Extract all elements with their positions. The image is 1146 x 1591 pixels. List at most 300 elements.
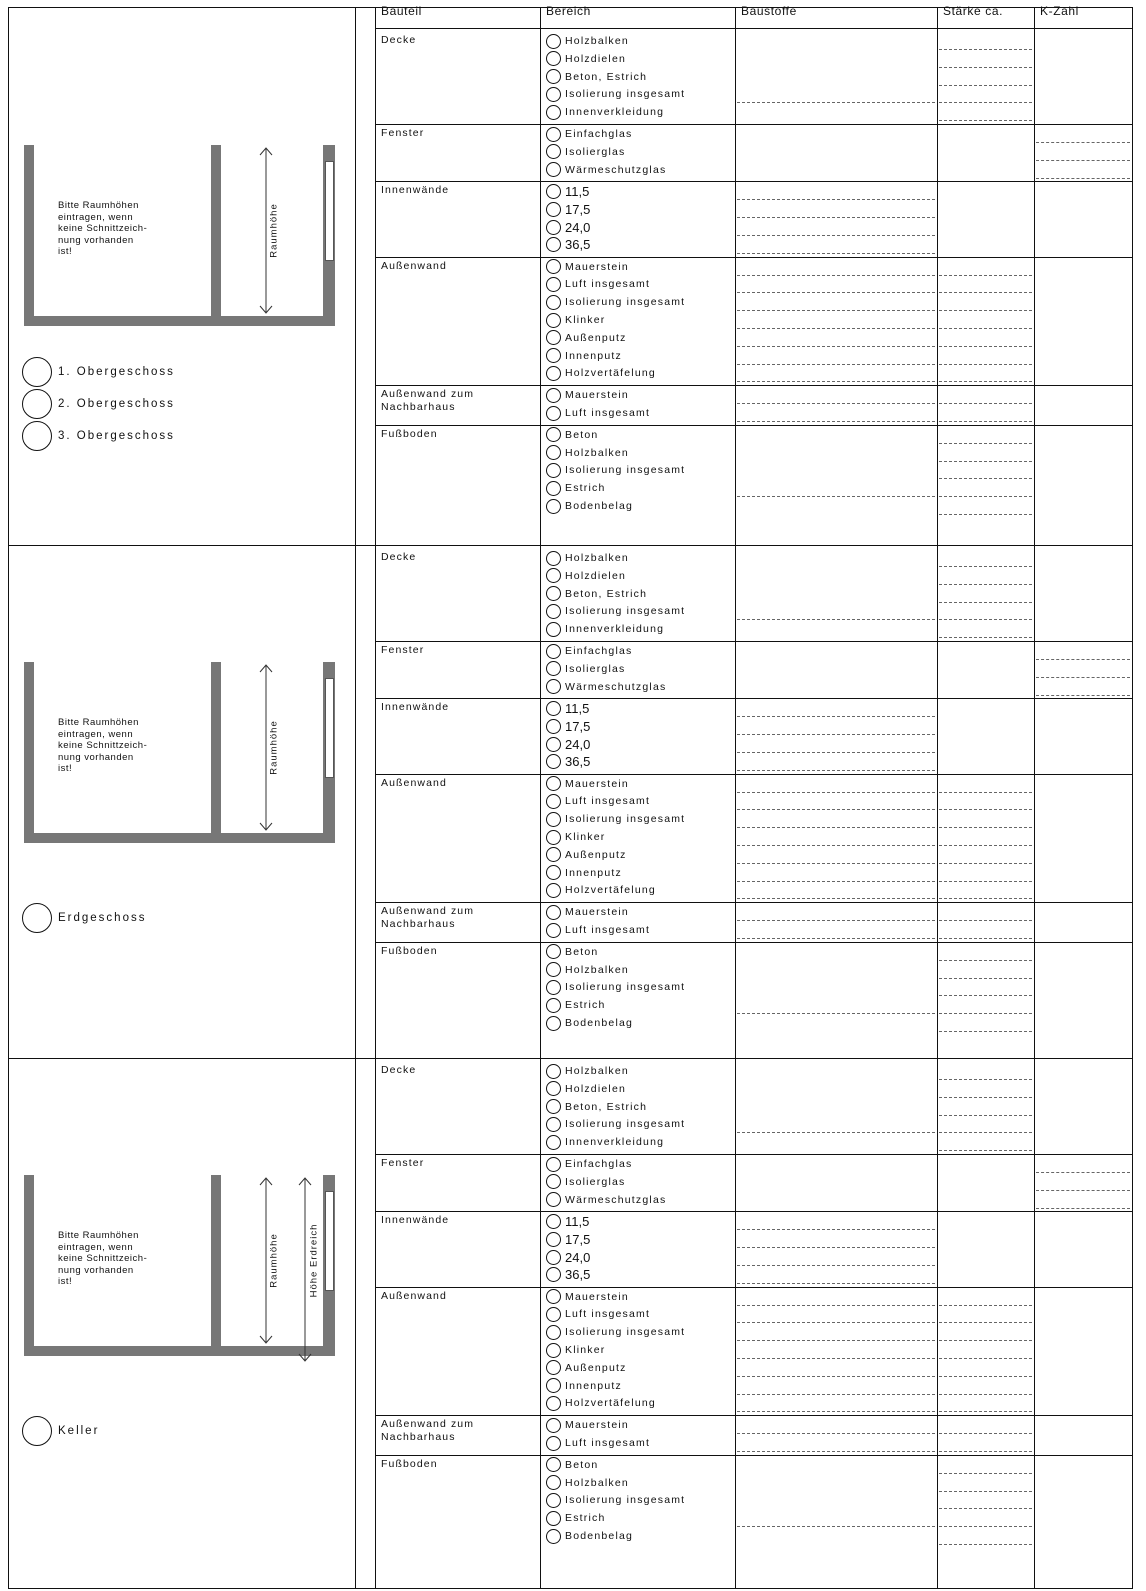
radio-circle-icon[interactable] <box>546 905 561 920</box>
radio-circle-icon[interactable] <box>546 1475 561 1490</box>
radio-circle-icon[interactable] <box>546 737 561 752</box>
radio-circle-icon[interactable] <box>546 644 561 659</box>
option-label: Einfachglas <box>565 128 633 140</box>
staerke-input-line[interactable] <box>939 85 1032 86</box>
staerke-input-line[interactable] <box>939 584 1032 585</box>
radio-circle-icon[interactable] <box>546 481 561 496</box>
option-row[interactable] <box>546 1266 590 1284</box>
option-row[interactable] <box>546 386 629 404</box>
staerke-input-line[interactable] <box>939 381 1032 382</box>
radio-circle-icon[interactable] <box>546 202 561 217</box>
option-label: 11,5 <box>565 700 590 716</box>
radio-circle-icon[interactable] <box>546 586 561 601</box>
radio-circle-icon[interactable] <box>546 105 561 120</box>
floor-radio-icon[interactable] <box>22 1416 52 1446</box>
radio-circle-icon[interactable] <box>546 87 561 102</box>
option-label: Innenverkleidung <box>565 106 665 119</box>
option-row[interactable] <box>546 1191 666 1209</box>
kzahl-input-line[interactable] <box>1036 1190 1130 1191</box>
radio-circle-icon[interactable] <box>546 1064 561 1079</box>
radio-circle-icon[interactable] <box>546 1457 561 1472</box>
staerke-input-line[interactable] <box>939 1473 1032 1474</box>
radio-circle-icon[interactable] <box>546 812 561 827</box>
radio-circle-icon[interactable] <box>546 184 561 199</box>
option-row[interactable] <box>546 620 664 638</box>
staerke-input-line[interactable] <box>939 920 1032 921</box>
staerke-input-line[interactable] <box>939 938 1032 939</box>
staerke-input-line[interactable] <box>939 1358 1032 1359</box>
option-row[interactable] <box>546 549 629 567</box>
radio-circle-icon[interactable] <box>546 237 561 252</box>
kzahl-input-line[interactable] <box>1036 1172 1130 1173</box>
component-separator <box>375 181 1132 182</box>
option-row[interactable] <box>546 103 664 121</box>
baustoffe-input-line[interactable] <box>737 881 935 882</box>
radio-circle-icon[interactable] <box>546 69 561 84</box>
option-row[interactable] <box>546 717 590 735</box>
floor-radio-icon[interactable] <box>22 357 52 387</box>
staerke-input-line[interactable] <box>939 346 1032 347</box>
radio-circle-icon[interactable] <box>546 34 561 49</box>
baustoffe-input-line[interactable] <box>737 1394 935 1395</box>
baustoffe-input-line[interactable] <box>737 496 935 497</box>
note-text: keine Schnittzeich- <box>58 1253 148 1264</box>
radio-circle-icon[interactable] <box>546 144 561 159</box>
option-row[interactable] <box>546 1212 589 1230</box>
baustoffe-input-line[interactable] <box>737 1526 935 1527</box>
baustoffe-input-line[interactable] <box>737 1358 935 1359</box>
floor-option[interactable] <box>22 901 146 934</box>
option-row[interactable] <box>546 642 632 660</box>
option-row[interactable] <box>546 479 606 497</box>
hoehe-erdreich-label: Höhe Erdreich <box>308 1223 320 1298</box>
radio-circle-icon[interactable] <box>546 1016 561 1031</box>
staerke-input-line[interactable] <box>939 1376 1032 1377</box>
staerke-input-line[interactable] <box>939 443 1032 444</box>
option-row[interactable] <box>546 961 629 979</box>
baustoffe-input-line[interactable] <box>737 275 935 276</box>
kzahl-input-line[interactable] <box>1036 160 1130 161</box>
baustoffe-input-line[interactable] <box>737 1322 935 1323</box>
option-row[interactable] <box>546 921 650 939</box>
floor-option[interactable] <box>22 419 175 452</box>
staerke-input-line[interactable] <box>939 1411 1032 1412</box>
option-row[interactable] <box>546 585 647 603</box>
option-label: Luft insgesamt <box>565 1308 651 1321</box>
radio-circle-icon[interactable] <box>546 295 561 310</box>
floor-option[interactable] <box>22 355 175 388</box>
baustoffe-input-line[interactable] <box>737 292 935 293</box>
option-row[interactable] <box>546 275 650 293</box>
baustoffe-input-line[interactable] <box>737 253 935 254</box>
radio-circle-icon[interactable] <box>546 1396 561 1411</box>
radio-circle-icon[interactable] <box>546 277 561 292</box>
staerke-input-line[interactable] <box>939 845 1032 846</box>
radio-circle-icon[interactable] <box>546 51 561 66</box>
staerke-input-line[interactable] <box>939 1394 1032 1395</box>
radio-circle-icon[interactable] <box>546 1418 561 1433</box>
option-row[interactable] <box>546 678 666 696</box>
option-row[interactable] <box>546 1527 633 1545</box>
baustoffe-input-line[interactable] <box>737 102 935 103</box>
option-label: Holzbalken <box>565 446 629 459</box>
option-row[interactable] <box>546 660 625 678</box>
baustoffe-input-line[interactable] <box>737 827 935 828</box>
staerke-input-line[interactable] <box>939 792 1032 793</box>
option-row[interactable] <box>546 1456 598 1474</box>
radio-circle-icon[interactable] <box>546 1360 561 1375</box>
radio-circle-icon[interactable] <box>546 1325 561 1340</box>
radio-circle-icon[interactable] <box>546 1157 561 1172</box>
option-label: Mauerstein <box>565 906 629 919</box>
option-row[interactable] <box>546 1133 664 1151</box>
radio-circle-icon[interactable] <box>546 679 561 694</box>
staerke-input-line[interactable] <box>939 827 1032 828</box>
option-row[interactable] <box>546 1394 656 1412</box>
component-name: Innenwände <box>381 701 450 714</box>
option-row[interactable] <box>546 846 627 864</box>
radio-circle-icon[interactable] <box>546 1081 561 1096</box>
baustoffe-input-line[interactable] <box>737 1376 935 1377</box>
option-row[interactable] <box>546 68 647 86</box>
radio-circle-icon[interactable] <box>546 162 561 177</box>
baustoffe-input-line[interactable] <box>737 235 935 236</box>
kzahl-input-line[interactable] <box>1036 142 1130 143</box>
radio-circle-icon[interactable] <box>546 701 561 716</box>
option-row[interactable] <box>546 1248 590 1266</box>
floor-radio-icon[interactable] <box>22 421 52 451</box>
baustoffe-input-line[interactable] <box>737 863 935 864</box>
radio-circle-icon[interactable] <box>546 604 561 619</box>
column-border <box>540 7 541 1588</box>
staerke-input-line[interactable] <box>939 496 1032 497</box>
staerke-input-line[interactable] <box>939 1150 1032 1151</box>
kzahl-input-line[interactable] <box>1036 178 1130 179</box>
radio-circle-icon[interactable] <box>546 1307 561 1322</box>
baustoffe-input-line[interactable] <box>737 792 935 793</box>
option-row[interactable] <box>546 1323 685 1341</box>
baustoffe-input-line[interactable] <box>737 1013 935 1014</box>
option-row[interactable] <box>546 1098 647 1116</box>
option-row[interactable] <box>546 329 627 347</box>
option-row[interactable] <box>546 1115 685 1133</box>
kzahl-input-line[interactable] <box>1036 1208 1130 1209</box>
option-row[interactable] <box>546 943 598 961</box>
staerke-input-line[interactable] <box>939 637 1032 638</box>
staerke-input-line[interactable] <box>939 995 1032 996</box>
radio-circle-icon[interactable] <box>546 220 561 235</box>
baustoffe-input-line[interactable] <box>737 199 935 200</box>
option-row[interactable] <box>546 258 629 276</box>
option-row[interactable] <box>546 864 622 882</box>
staerke-input-line[interactable] <box>939 49 1032 50</box>
staerke-input-line[interactable] <box>939 1013 1032 1014</box>
staerke-input-line[interactable] <box>939 275 1032 276</box>
baustoffe-input-line[interactable] <box>737 1411 935 1412</box>
option-row[interactable] <box>546 1474 629 1492</box>
staerke-input-line[interactable] <box>939 863 1032 864</box>
option-row[interactable] <box>546 996 606 1014</box>
radio-circle-icon[interactable] <box>546 313 561 328</box>
baustoffe-input-line[interactable] <box>737 809 935 810</box>
staerke-input-line[interactable] <box>939 67 1032 68</box>
staerke-input-line[interactable] <box>939 1115 1032 1116</box>
option-label: Holzbalken <box>565 1476 629 1489</box>
floor-label: 1. Obergeschoss <box>58 365 175 378</box>
baustoffe-input-line[interactable] <box>737 845 935 846</box>
radio-circle-icon[interactable] <box>546 259 561 274</box>
radio-circle-icon[interactable] <box>546 776 561 791</box>
baustoffe-input-line[interactable] <box>737 1340 935 1341</box>
baustoffe-input-line[interactable] <box>737 403 935 404</box>
radio-circle-icon[interactable] <box>546 1267 561 1282</box>
radio-circle-icon[interactable] <box>546 980 561 995</box>
option-row[interactable] <box>546 32 629 50</box>
baustoffe-input-line[interactable] <box>737 1305 935 1306</box>
option-row[interactable] <box>546 810 685 828</box>
radio-circle-icon[interactable] <box>546 1529 561 1544</box>
staerke-input-line[interactable] <box>939 1433 1032 1434</box>
option-row[interactable] <box>546 567 626 585</box>
option-row[interactable] <box>546 1491 685 1509</box>
option-row[interactable] <box>546 735 590 753</box>
option-row[interactable] <box>546 182 589 200</box>
baustoffe-input-line[interactable] <box>737 619 935 620</box>
option-row[interactable] <box>546 828 606 846</box>
baustoffe-input-line[interactable] <box>737 1265 935 1266</box>
baustoffe-input-line[interactable] <box>737 920 935 921</box>
baustoffe-input-line[interactable] <box>737 1132 935 1133</box>
option-row[interactable] <box>546 1359 627 1377</box>
wall-left <box>24 1175 34 1356</box>
radio-circle-icon[interactable] <box>546 962 561 977</box>
radio-circle-icon[interactable] <box>546 944 561 959</box>
option-row[interactable] <box>546 1288 629 1306</box>
option-row[interactable] <box>546 1509 606 1527</box>
staerke-input-line[interactable] <box>939 1544 1032 1545</box>
baustoffe-input-line[interactable] <box>737 364 935 365</box>
radio-circle-icon[interactable] <box>546 445 561 460</box>
kzahl-input-line[interactable] <box>1036 677 1130 678</box>
staerke-input-line[interactable] <box>939 514 1032 515</box>
staerke-input-line[interactable] <box>939 1340 1032 1341</box>
option-row[interactable] <box>546 1416 629 1434</box>
radio-circle-icon[interactable] <box>546 1250 561 1265</box>
baustoffe-input-line[interactable] <box>737 1283 935 1284</box>
radio-circle-icon[interactable] <box>546 1174 561 1189</box>
radio-circle-icon[interactable] <box>546 127 561 142</box>
radio-circle-icon[interactable] <box>546 1378 561 1393</box>
staerke-input-line[interactable] <box>939 960 1032 961</box>
radio-circle-icon[interactable] <box>546 1289 561 1304</box>
kzahl-input-line[interactable] <box>1036 695 1130 696</box>
option-row[interactable] <box>546 602 685 620</box>
option-row[interactable] <box>546 1080 626 1098</box>
option-row[interactable] <box>546 161 666 179</box>
radio-circle-icon[interactable] <box>546 719 561 734</box>
option-label: 24,0 <box>565 736 591 752</box>
option-row[interactable] <box>546 753 590 771</box>
staerke-input-line[interactable] <box>939 421 1032 422</box>
radio-circle-icon[interactable] <box>546 1135 561 1150</box>
option-row[interactable] <box>546 85 685 103</box>
option-row[interactable] <box>546 311 606 329</box>
baustoffe-input-line[interactable] <box>737 734 935 735</box>
option-row[interactable] <box>546 1230 590 1248</box>
option-label: Klinker <box>565 1344 606 1356</box>
baustoffe-input-line[interactable] <box>737 346 935 347</box>
baustoffe-input-line[interactable] <box>737 1229 935 1230</box>
option-row[interactable] <box>546 364 656 382</box>
option-row[interactable] <box>546 426 598 444</box>
option-row[interactable] <box>546 200 590 218</box>
option-row[interactable] <box>546 293 685 311</box>
option-row[interactable] <box>546 50 626 68</box>
staerke-input-line[interactable] <box>939 364 1032 365</box>
radio-circle-icon[interactable] <box>546 1214 561 1229</box>
radio-circle-icon[interactable] <box>546 406 561 421</box>
staerke-input-line[interactable] <box>939 403 1032 404</box>
radio-circle-icon[interactable] <box>546 923 561 938</box>
option-row[interactable] <box>546 1434 650 1452</box>
option-row[interactable] <box>546 218 590 236</box>
radio-circle-icon[interactable] <box>546 883 561 898</box>
option-row[interactable] <box>546 1377 622 1395</box>
radio-circle-icon[interactable] <box>546 1436 561 1451</box>
option-row[interactable] <box>546 347 622 365</box>
baustoffe-input-line[interactable] <box>737 716 935 717</box>
option-row[interactable] <box>546 1014 633 1032</box>
radio-circle-icon[interactable] <box>546 1099 561 1114</box>
radio-circle-icon[interactable] <box>546 551 561 566</box>
staerke-input-line[interactable] <box>939 1491 1032 1492</box>
option-label: Holzvertäfelung <box>565 1397 656 1410</box>
staerke-input-line[interactable] <box>939 602 1032 603</box>
radio-circle-icon[interactable] <box>546 998 561 1013</box>
staerke-input-line[interactable] <box>939 1132 1032 1133</box>
staerke-input-line[interactable] <box>939 566 1032 567</box>
radio-circle-icon[interactable] <box>546 622 561 637</box>
radio-circle-icon[interactable] <box>546 865 561 880</box>
baustoffe-input-line[interactable] <box>737 1247 935 1248</box>
radio-circle-icon[interactable] <box>546 1343 561 1358</box>
staerke-input-line[interactable] <box>939 328 1032 329</box>
option-label: Wärmeschutzglas <box>565 680 667 693</box>
staerke-input-line[interactable] <box>939 310 1032 311</box>
baustoffe-input-line[interactable] <box>737 898 935 899</box>
option-row[interactable] <box>546 1062 629 1080</box>
option-label: Wärmeschutzglas <box>565 1193 667 1206</box>
component-name: Außenwand zum <box>381 388 475 401</box>
radio-circle-icon[interactable] <box>546 754 561 769</box>
radio-circle-icon[interactable] <box>546 847 561 862</box>
staerke-input-line[interactable] <box>939 1451 1032 1452</box>
option-row[interactable] <box>546 881 656 899</box>
option-row[interactable] <box>546 792 650 810</box>
baustoffe-input-line[interactable] <box>737 938 935 939</box>
staerke-input-line[interactable] <box>939 1031 1032 1032</box>
baustoffe-input-line[interactable] <box>737 752 935 753</box>
baustoffe-input-line[interactable] <box>737 421 935 422</box>
radio-circle-icon[interactable] <box>546 1511 561 1526</box>
floor-radio-icon[interactable] <box>22 389 52 419</box>
radio-circle-icon[interactable] <box>546 1117 561 1132</box>
option-row[interactable] <box>546 978 685 996</box>
floor-option[interactable] <box>22 387 175 420</box>
staerke-input-line[interactable] <box>939 1526 1032 1527</box>
option-row[interactable] <box>546 775 629 793</box>
radio-circle-icon[interactable] <box>546 348 561 363</box>
radio-circle-icon[interactable] <box>546 499 561 514</box>
staerke-input-line[interactable] <box>939 292 1032 293</box>
baustoffe-input-line[interactable] <box>737 1433 935 1434</box>
staerke-input-line[interactable] <box>939 1305 1032 1306</box>
option-row[interactable] <box>546 444 629 462</box>
radio-circle-icon[interactable] <box>546 1232 561 1247</box>
staerke-input-line[interactable] <box>939 809 1032 810</box>
staerke-input-line[interactable] <box>939 898 1032 899</box>
option-row[interactable] <box>546 1341 606 1359</box>
staerke-input-line[interactable] <box>939 478 1032 479</box>
staerke-input-line[interactable] <box>939 881 1032 882</box>
option-row[interactable] <box>546 461 685 479</box>
baustoffe-input-line[interactable] <box>737 310 935 311</box>
option-row[interactable] <box>546 497 633 515</box>
baustoffe-input-line[interactable] <box>737 1451 935 1452</box>
option-row[interactable] <box>546 903 629 921</box>
staerke-input-line[interactable] <box>939 120 1032 121</box>
floor-radio-icon[interactable] <box>22 903 52 933</box>
option-row[interactable] <box>546 236 590 254</box>
note-text: eintragen, wenn <box>58 211 134 223</box>
radio-circle-icon[interactable] <box>546 366 561 381</box>
baustoffe-input-line[interactable] <box>737 328 935 329</box>
staerke-input-line[interactable] <box>939 1079 1032 1080</box>
radio-circle-icon[interactable] <box>546 330 561 345</box>
radio-circle-icon[interactable] <box>546 661 561 676</box>
radio-circle-icon[interactable] <box>546 1493 561 1508</box>
staerke-input-line[interactable] <box>939 978 1032 979</box>
radio-circle-icon[interactable] <box>546 463 561 478</box>
floor-option[interactable] <box>22 1414 99 1447</box>
option-row[interactable] <box>546 1173 625 1191</box>
radio-circle-icon[interactable] <box>546 794 561 809</box>
baustoffe-input-line[interactable] <box>737 217 935 218</box>
option-row[interactable] <box>546 1305 650 1323</box>
staerke-input-line[interactable] <box>939 1508 1032 1509</box>
radio-circle-icon[interactable] <box>546 1192 561 1207</box>
option-row[interactable] <box>546 143 625 161</box>
radio-circle-icon[interactable] <box>546 388 561 403</box>
baustoffe-input-line[interactable] <box>737 381 935 382</box>
staerke-input-line[interactable] <box>939 461 1032 462</box>
option-row[interactable] <box>546 1155 632 1173</box>
radio-circle-icon[interactable] <box>546 568 561 583</box>
staerke-input-line[interactable] <box>939 619 1032 620</box>
option-row[interactable] <box>546 125 632 143</box>
option-label: Isolierglas <box>565 145 626 158</box>
staerke-input-line[interactable] <box>939 1322 1032 1323</box>
component-name: Fenster <box>381 127 425 139</box>
baustoffe-input-line[interactable] <box>737 770 935 771</box>
radio-circle-icon[interactable] <box>546 830 561 845</box>
staerke-input-line[interactable] <box>939 1097 1032 1098</box>
radio-circle-icon[interactable] <box>546 427 561 442</box>
staerke-input-line[interactable] <box>939 102 1032 103</box>
kzahl-input-line[interactable] <box>1036 659 1130 660</box>
option-row[interactable] <box>546 404 650 422</box>
option-row[interactable] <box>546 699 589 717</box>
